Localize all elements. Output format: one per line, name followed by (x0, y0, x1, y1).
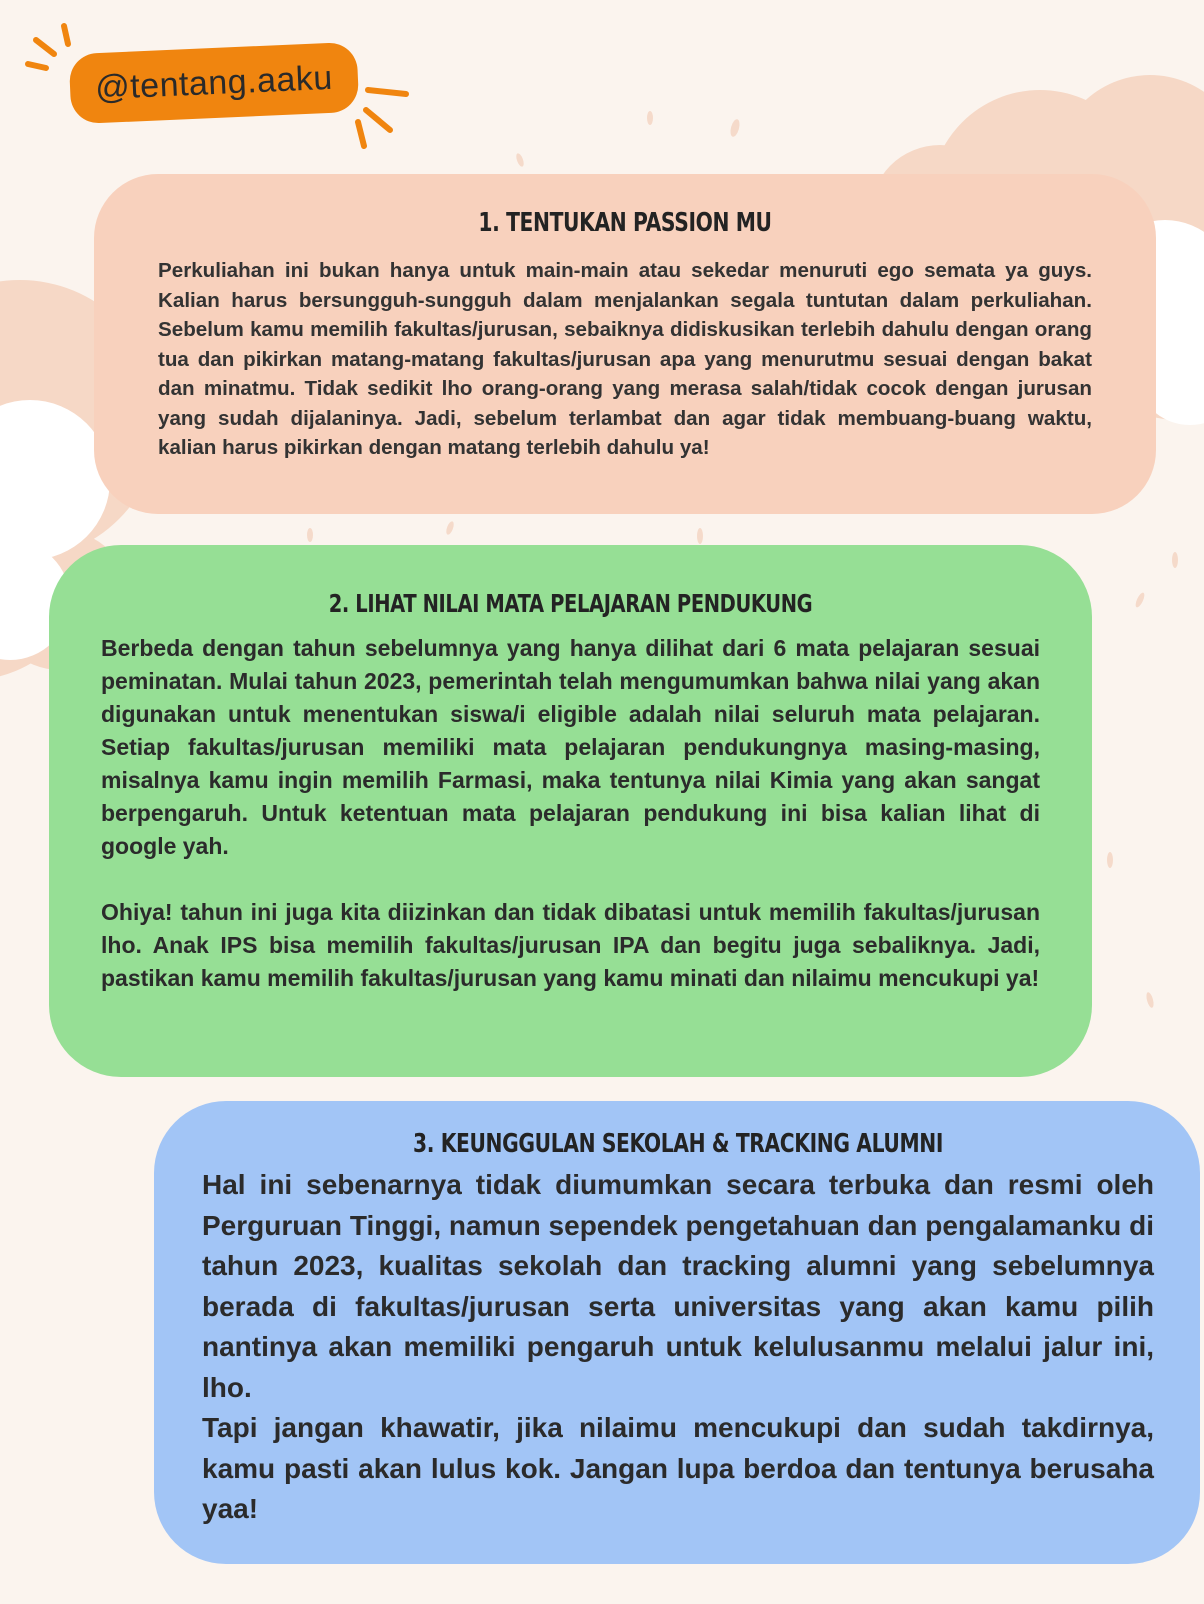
account-handle: @tentang.aaku (94, 58, 334, 107)
burst-right-icon (350, 70, 430, 160)
section-paragraph: Ohiya! tahun ini juga kita diizinkan dan tidak dibatasi untuk memilih fakultas/jurusan lho. Anak IPS bisa memilih fakultas/jurusan IPA dan begitu juga sebaliknya. Jadi, pastikan kamu memilih fakultas/jurusan yang kamu minati dan nilaimu mencukupi ya! (101, 899, 1040, 991)
account-handle-badge (69, 42, 360, 124)
section-paragraph: Perkuliahan ini bukan hanya untuk main-main atau sekedar menuruti ego semata ya guys. Kalian harus bersungguh-sungguh dalam menjalankan segala tuntutan dalam perkuliahan. Sebelum kamu memilih fakultas/jurusan, sebaiknya didiskusikan terlebih dahulu dengan orang tua dan pikirkan matang-matang fakultas/jurusan apa yang menurutmu sesuai dengan bakat dan minatmu. Tidak sedikit lho orang-orang yang merasa salah/tidak cocok dengan jurusan yang sudah dijalaninya. Jadi, sebelum terlambat dan agar tidak membuang-buang waktu, kalian harus pikirkan dengan matang terlebih dahulu ya! (158, 259, 1092, 459)
section-title: 3. KEUNGGULAN SEKOLAH & TRACKING ALUMNI (412, 1129, 944, 1159)
section-card-1 (94, 174, 1156, 514)
section-title: 2. LIHAT NILAI MATA PELAJARAN PENDUKUNG (328, 589, 813, 618)
section-paragraph: Tapi jangan khawatir, jika nilaimu mencukupi dan sudah takdirnya, kamu pasti akan lulus kok. Jangan lupa berdoa dan tentunya berusaha yaa! (202, 1412, 1154, 1524)
section-paragraph: Berbeda dengan tahun sebelumnya yang hanya dilihat dari 6 mata pelajaran sesuai peminatan. Mulai tahun 2023, pemerintah telah mengumumkan bahwa nilai yang akan digunakan untuk menentukan siswa/i eligible adalah nilai seluruh mata pelajaran. Setiap fakultas/jurusan memiliki mata pelajaran pendukungnya masing-masing, misalnya kamu ingin memilih Farmasi, maka tentunya nilai Kimia yang akan sangat berpengaruh. Untuk ketentuan mata pelajaran pendukung ini bisa kalian lihat di google yah. (101, 635, 1040, 859)
section-card-2 (49, 545, 1092, 1077)
section-title: 1. TENTUKAN PASSION MU (478, 208, 772, 238)
section-paragraph: Hal ini sebenarnya tidak diumumkan secara terbuka dan resmi oleh Perguruan Tinggi, namun sependek pengetahuan dan pengalamanku di tahun 2023, kualitas sekolah dan tracking alumni yang sebelumnya berada di fakultas/jurusan serta universitas yang akan kamu pilih nantinya akan memiliki pengaruh untuk kelulusanmu melalui jalur ini, lho. (202, 1169, 1154, 1403)
section-card-3 (154, 1101, 1200, 1564)
